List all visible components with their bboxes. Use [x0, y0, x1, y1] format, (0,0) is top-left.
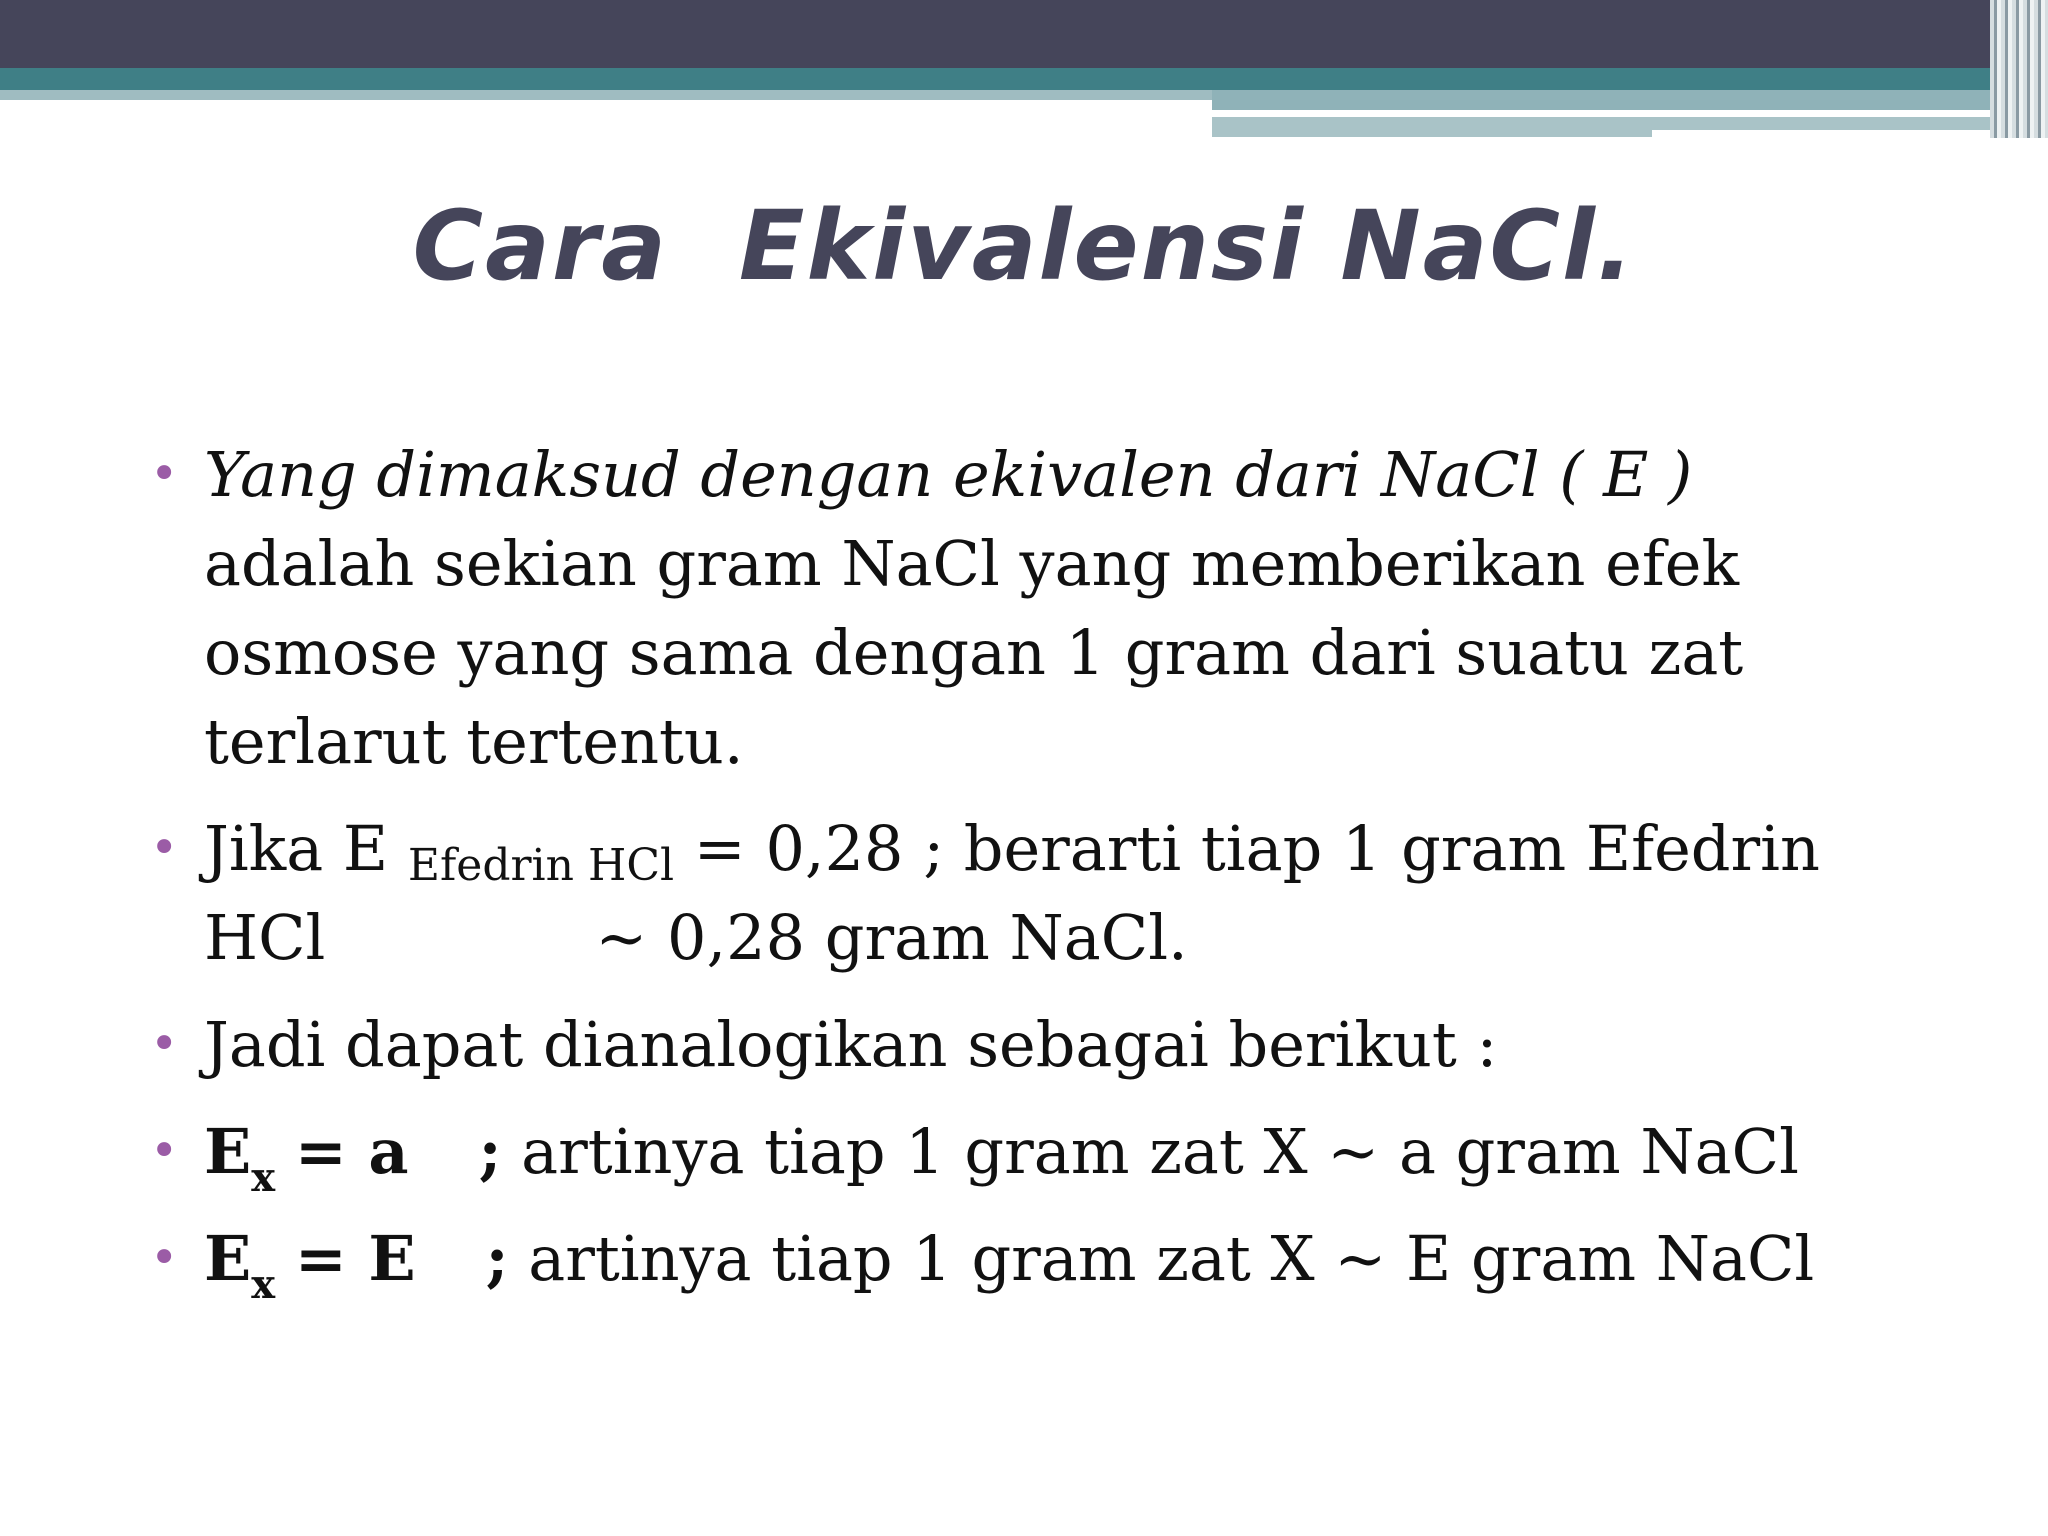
formula-e-E: E: [204, 1222, 252, 1295]
edge-stripes-decoration: [1990, 0, 2048, 138]
formula-e-semicolon: ;: [485, 1222, 509, 1295]
definition-line-4: terlarut tertentu.: [204, 705, 744, 778]
bullet-formula-a: [140, 1107, 1940, 1201]
header-band-right: [1212, 90, 2048, 110]
example-suffix: = 0,28 ; berarti tiap 1 gram Efedrin: [693, 812, 1820, 885]
bullet-dot-icon: •: [150, 1230, 179, 1286]
definition-line-2: adalah sekian gram NaCl yang memberikan efek: [204, 527, 1740, 600]
bullet-dot-icon: •: [150, 446, 179, 502]
bullet-formula-e: [140, 1214, 1940, 1308]
bullet-definition: [140, 430, 1940, 786]
analogy-intro-text: Jadi dapat dianalogikan sebagai berikut :: [204, 1008, 1498, 1081]
formula-a-equals: = a: [294, 1115, 409, 1188]
bullet-example: [140, 804, 1940, 982]
header-band-light: [0, 90, 1212, 100]
header-band-teal: [0, 68, 2048, 90]
bullet-dot-icon: •: [150, 1123, 179, 1179]
slide-title: Cara Ekivalensi NaCl.: [412, 190, 1636, 302]
formula-a-subscript: x: [251, 1154, 276, 1201]
example-line2-end: ~ 0,28 gram NaCl.: [595, 901, 1188, 974]
bullet-analogy-intro: [140, 1000, 1940, 1089]
header-band-right-gap: [1212, 110, 1897, 117]
bullet-dot-icon: •: [150, 1016, 179, 1072]
header-band-dark: [0, 0, 2048, 68]
formula-a-E: E: [204, 1115, 252, 1188]
formula-a-semicolon: ;: [478, 1115, 502, 1188]
formula-a-text: artinya tiap 1 gram zat X ~ a gram NaCl: [521, 1115, 1799, 1188]
example-subscript: Efedrin HCl: [407, 840, 675, 891]
formula-e-text: artinya tiap 1 gram zat X ~ E gram NaCl: [528, 1222, 1815, 1295]
bullet-list: [140, 430, 1940, 1321]
header-band-right-gap-lower: [1652, 130, 2048, 138]
formula-e-subscript: x: [251, 1261, 276, 1308]
bullet-dot-icon: •: [150, 820, 179, 876]
example-prefix: Jika E: [204, 812, 389, 885]
definition-italic: Yang dimaksud dengan ekivalen dari NaCl ( E ): [204, 438, 1693, 511]
example-line2-start: HCl: [204, 901, 326, 974]
formula-e-equals: = E: [294, 1222, 416, 1295]
definition-line-3: osmose yang sama dengan 1 gram dari suatu zat: [204, 616, 1744, 689]
